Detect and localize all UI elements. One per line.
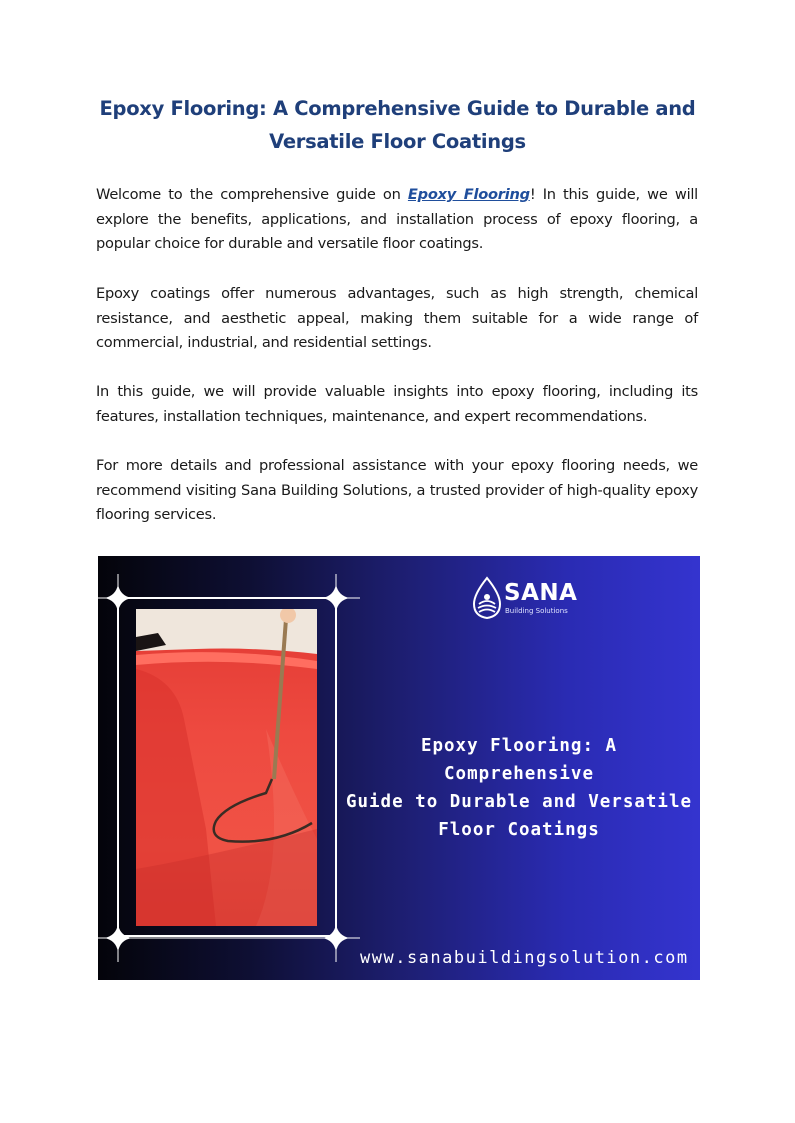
title-line-1: Epoxy Flooring: A Comprehensive Guide to Durable and	[99, 97, 696, 120]
epoxy-roller-photo	[136, 609, 317, 926]
banner-title-line-2: Guide to Durable and Versatile	[345, 792, 693, 812]
recommendation-paragraph: For more details and professional assistance with your epoxy flooring needs, we recommend visiting Sana Building Solutions, a trusted provider of high-quality epoxy flooring services.	[96, 457, 698, 523]
insights-paragraph: In this guide, we will provide valuable insights into epoxy flooring, including its features, installation techniques, maintenance, and expert recommendations.	[96, 383, 698, 425]
brand-tagline: Building Solutions	[505, 607, 568, 615]
banner-title-line-1: Epoxy Flooring: A Comprehensive	[420, 736, 618, 784]
website-url[interactable]: www.sanabuildingsolution.com	[360, 948, 689, 968]
sana-logo-icon	[470, 576, 504, 620]
brand-name: SANA	[504, 580, 578, 606]
epoxy-flooring-link[interactable]: Epoxy Flooring	[407, 186, 530, 203]
intro-text-end: ! In this guide, we will explore the benefits, applications, and installation process of epoxy flooring, a popular choice for durable and versatile floor coatings.	[96, 186, 698, 252]
intro-text-start: Welcome to the comprehensive guide on	[96, 186, 408, 203]
page-title	[96, 92, 699, 158]
advantages-paragraph: Epoxy coatings offer numerous advantages, such as high strength, chemical resistance, and aesthetic appeal, making them suitable for a wide range of commercial, industrial, and residential settings.	[96, 285, 698, 351]
promo-banner	[98, 556, 700, 980]
banner-title-line-3: Floor Coatings	[438, 820, 600, 840]
title-line-2: Versatile Floor Coatings	[269, 130, 526, 153]
intro-paragraph	[96, 183, 698, 257]
banner-title	[344, 732, 694, 844]
